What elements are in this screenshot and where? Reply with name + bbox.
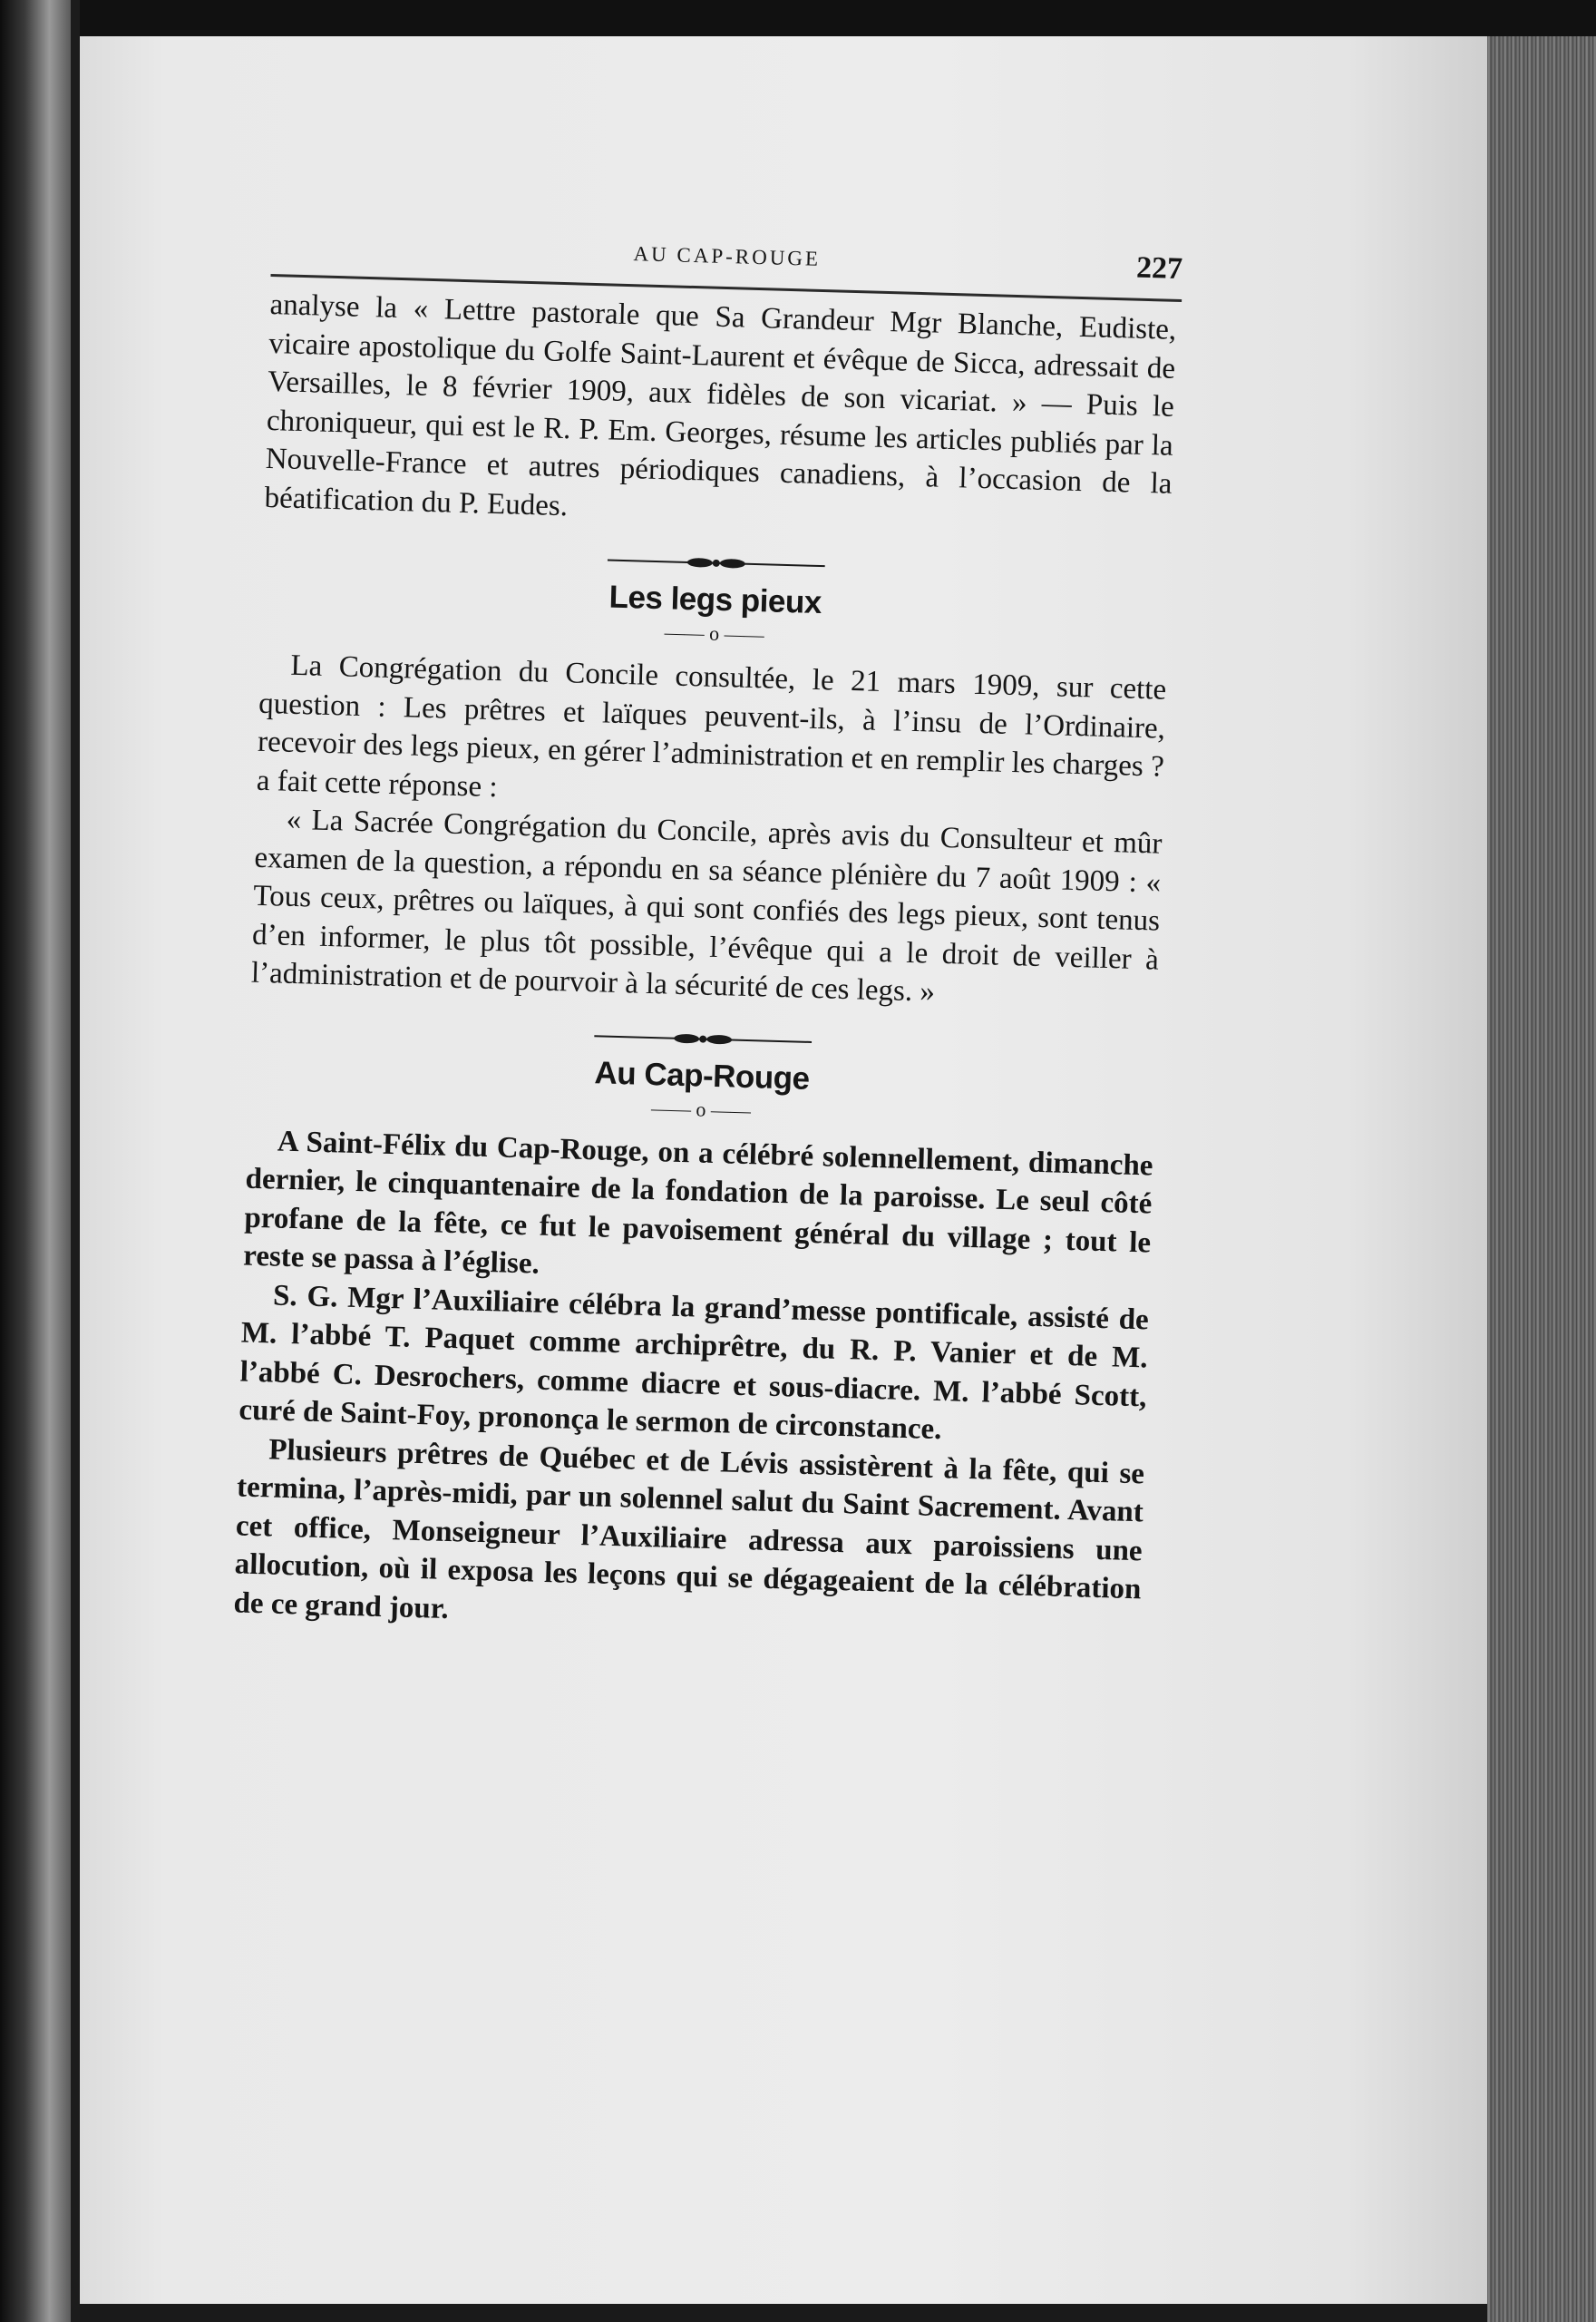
legs-paragraph-2: « La Sacrée Congrégation du Concile, après avis du Consulteur et mûr examen de la question, a répondu en sa séance plénière du 7 août 1909 : « Tous ceux, prêtres ou laïques, à qui sont confiés des legs pieux, sont tenus d’en informer, le plus tôt possible, l’évêque qui a le droit de veiller à l’administration et de pourvoir à la sécurité de ces legs. » (250, 803, 1163, 1009)
cap-rouge-paragraph-1: A Saint-Félix du Cap-Rouge, on a célébré solennellement, dimanche dernier, le cinquantenaire de la fondation de la paroisse. Le seul côté profane de la fête, ce fut le pavoisement général du village ; tout le reste se passa à l’église. (242, 1125, 1153, 1281)
running-title: AU CAP-ROUGE (633, 242, 822, 270)
section-title-legs-pieux: Les legs pieux (608, 579, 822, 621)
section-title-cap-rouge: Au Cap-Rouge (594, 1054, 811, 1097)
cap-rouge-paragraph-2: S. G. Mgr l’Auxiliaire célébra la grand’messe pontificale, assisté de M. l’abbé T. Paquet comme archiprêtre, du R. P. Vanier et de M. l’abbé C. Desrochers, comme diacre et sous-diacre. M. l’abbé Scott, curé de Saint-Foy, prononça le sermon de circonstance. (238, 1278, 1150, 1447)
page-content (233, 227, 1183, 1647)
left-page-edge (0, 0, 71, 2322)
cap-rouge-paragraph-3: Plusieurs prêtres de Québec et de Lévis assistèrent à la fête, qui se termina, l’après-midi, par un solennel salut du Saint Sacrement. Avant cet office, Monseigneur l’Auxiliaire adressa aux paroissiens une allocution, où il exposa les leçons qui se dégageaient de la célébration de ce grand jour. (233, 1432, 1145, 1625)
intro-paragraph: analyse la « Lettre pastorale que Sa Grandeur Mgr Blanche, Eudiste, vicaire apostolique du Golfe Saint-Laurent et évêque de Sicca, adressait de Versailles, le 8 février 1909, aux fidèles de son vicariat. » — Puis le chroniqueur, qui est le R. P. Em. Georges, résume les articles publiés par la Nouvelle-France et autres périodiques canadiens, à l’occasion de la béatification du P. Eudes. (264, 288, 1177, 522)
section-sub-ornament: —— o —— (650, 1096, 752, 1122)
page-number: 227 (1135, 250, 1183, 287)
cap-rouge-body (233, 1121, 1153, 1647)
section-sub-ornament: —— o —— (664, 620, 765, 647)
scan-top-border (80, 0, 1596, 36)
page-stack-edge (1487, 36, 1596, 2322)
book-gutter (71, 0, 80, 2322)
legs-paragraph-1: La Congrégation du Concile consultée, le 21 mars 1909, sur cette question : Les prêtres et laïques peuvent-ils, à l’insu de l’Ordinaire, recevoir des legs pieux, en gérer l’administration et en remplir les charges ? a fait cette réponse : (256, 649, 1167, 804)
